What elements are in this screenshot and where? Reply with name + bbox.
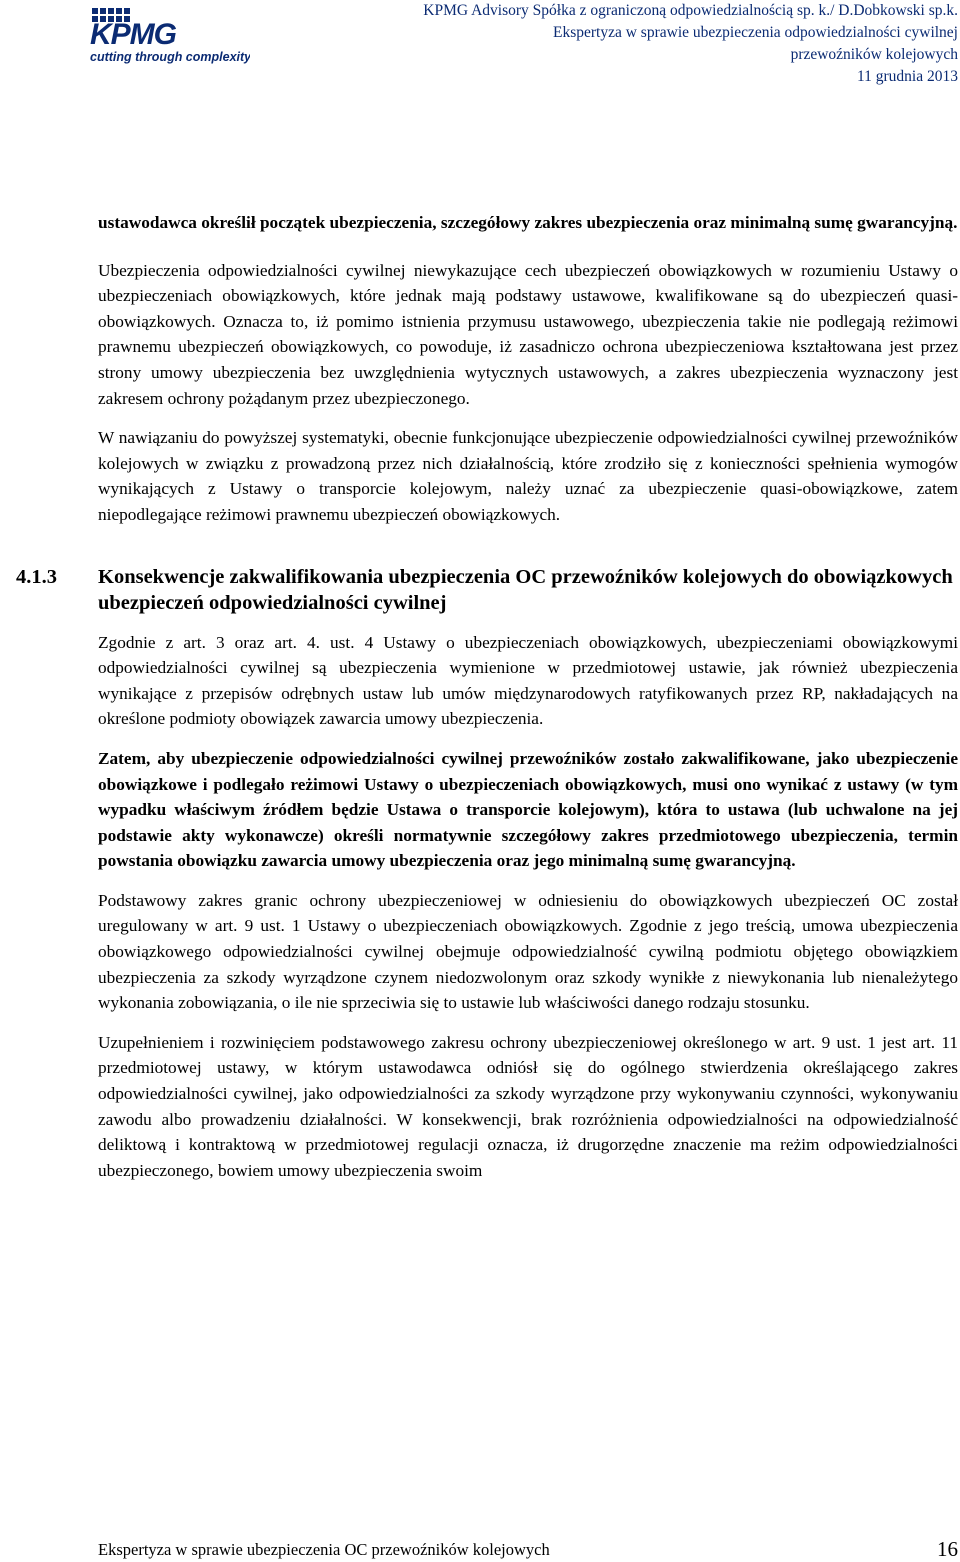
paragraph-scope: Podstawowy zakres granic ochrony ubezpieczeniowej w odniesieniu do obowiązkowych ubezpieczeń OC został uregulowany w art. 9 ust. 1 Ustawy o ubezpieczeniach obowiązkowych. Zgodnie z jego treścią, umowa ubezpieczenia obowiązkowego odpowiedzialności cywilnej obejmuje odpowiedzialność cywilną podmiotu objętego obowiązkiem ubezpieczenia za szkody wyrządzone czynem niedozwolonym oraz szkody wynikłe z niewykonania lub nienależytego wykonania zobowiązania, o ile nie sprzeciwia się to ustawie lub właściwości danego rodzaju stosunku. [98, 890, 958, 1013]
svg-text:KPMG: KPMG [90, 18, 176, 51]
footer-title: Ekspertyza w sprawie ubezpieczenia OC przewoźników kolejowych [98, 1540, 550, 1559]
page-body [16, 210, 958, 1195]
header-date: 11 grudnia 2013 [856, 68, 958, 85]
paragraph-conditions: Zatem, aby ubezpieczenie odpowiedzialności cywilnej przewoźników zostało zakwalifikowane, jako ubezpieczenie obowiązkowe i podlegało reżimowi Ustawy o ubezpieczeniach obowiązkowych, musi ono wynikać z ustawy (w tym wypadku właściwym źródłem będzie Ustawa o transporcie kolejowym), która to ustawa (lub uchwalone na jej podstawie akty wykonawcze) określi normatywnie szczegółowy zakres przedmiotowego ubezpieczenia, termin powstania obowiązku zawarcia umowy ubezpieczenia oraz jego minimalną sumę gwarancyjną. [98, 748, 958, 871]
header-company: KPMG Advisory Spółka z ograniczoną odpowiedzialnością sp. k./ D.Dobkowski sp.k. [423, 2, 958, 19]
section-heading [16, 564, 958, 616]
kpmg-logo-image [90, 6, 250, 66]
header-document-title-cont: przewoźników kolejowych [790, 46, 958, 63]
paragraph-legal-basis: Zgodnie z art. 3 oraz art. 4. ust. 4 Ustawy o ubezpieczeniach obowiązkowych, ubezpieczeniami obowiązkowymi odpowiedzialności cywilnej są ubezpieczenia wymienione w przedmiotowej ustawie, jak również ubezpieczenia wynikające z przepisów odrębnych ustaw lub umów międzynarodowych ratyfikowanych przez RP, nakładających na określone podmioty obowiązek zawarcia umowy ubezpieczenia. [98, 632, 958, 729]
kpmg-logo [90, 6, 250, 66]
paragraph-continuation: ustawodawca określił początek ubezpieczenia, szczegółowy zakres ubezpieczenia oraz minimalną sumę gwarancyjną. [98, 213, 958, 232]
svg-text:cutting through complexity: cutting through complexity [90, 50, 250, 64]
header-document-title: Ekspertyza w sprawie ubezpieczenia odpowiedzialności cywilnej [553, 24, 958, 41]
page-number: 16 [937, 1537, 958, 1561]
paragraph-extension: Uzupełnieniem i rozwinięciem podstawowego zakresu ochrony ubezpieczeniowej określonego w art. 9 ust. 1 jest art. 11 przedmiotowej ustawy, w którym ustawodawca odniósł się do ogólnego stwierdzenia określającego zakres odpowiedzialności cywilnej, jako odpowiedzialności za szkody wyrządzone przy wykonywaniu czynności, wykonywaniu zawodu albo prowadzeniu działalności. W konsekwencji, brak rozróżnienia odpowiedzialności na odpowiedzialność deliktową i kontraktową w przedmiotowej regulacji oznacza, iż drugorzędne znaczenie ma reżim odpowiedzialności ubezpieczonego, bowiem umowy ubezpieczenia swoim [98, 1032, 958, 1180]
paragraph-quasi-obligatory: Ubezpieczenia odpowiedzialności cywilnej niewykazujące cech ubezpieczeń obowiązkowych w rozumieniu Ustawy o ubezpieczeniach obowiązkowych, które jednak mają podstawy ustawowe, kwalifikowane są do ubezpieczeń quasi-obowiązkowych. Oznacza to, iż pomimo istnienia przymusu ustawowego, ubezpieczenia takie nie podlegają reżimowi prawnemu ubezpieczeń obowiązkowych, co powoduje, iż zasadniczo ochrona ubezpieczeniowa kształtowana jest przez strony umowy ubezpieczenia bez uwzględnienia wytycznych ustawowych, a zakres ubezpieczenia wyznaczony jest zakresem ochrony pożądanym przez ubezpieczonego. [98, 260, 958, 408]
section-title: Konsekwencje zakwalifikowania ubezpieczenia OC przewoźników kolejowych do obowiązkowych ubezpieczeń odpowiedzialności cywilnej [98, 565, 953, 614]
section-number: 4.1.3 [16, 565, 57, 588]
page-header [318, 0, 958, 88]
page-footer [98, 1536, 958, 1562]
paragraph-systematics: W nawiązaniu do powyższej systematyki, obecnie funkcjonujące ubezpieczenie odpowiedzialności cywilnej przewoźników kolejowych w związku z prowadzoną przez nich działalnością, które zrodziło się z konieczności spełnienia wymogów wynikających z Ustawy o transporcie kolejowym, należy uznać za ubezpieczenie quasi-obowiązkowe, zatem niepodlegające reżimowi prawnemu ubezpieczeń obowiązkowych. [98, 428, 958, 524]
